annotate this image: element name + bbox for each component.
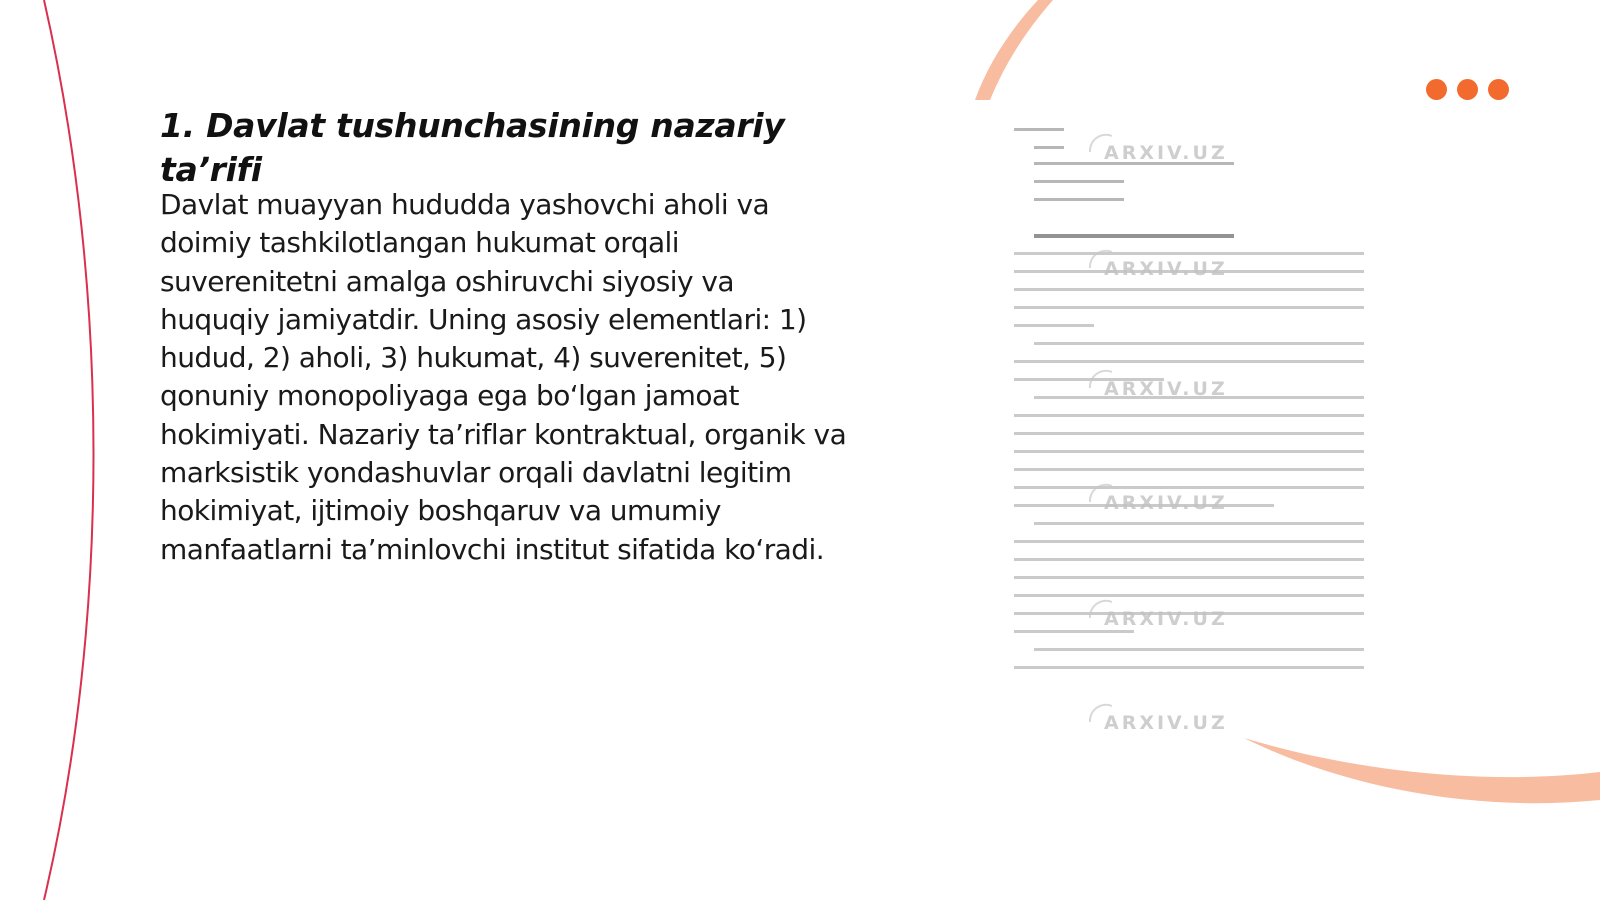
slide-body-text: Davlat muayyan hududda yashovchi aholi va doimiy tashkilotlangan hukumat orqali suverenitetni amalga oshiruvchi siyosiy va huquqiy jamiyatdir. Uning asosiy elementlari: 1) hudud, 2) aholi, 3) hukumat, 4) suverenitet, 5) qonuniy monopoliyaga ega bo‘lgan jamoat hokimiyati. Nazariy ta’riflar kontraktual, organik va marksistik yondashuvlar orqali davlatni legitim hokimiyat, ijtimoiy boshqaruv va umumiy manfaatlarni ta’minlovchi institut sifatida ko‘radi. bbox=[160, 188, 847, 566]
document-page-picture bbox=[1004, 118, 1376, 738]
dot-icon bbox=[1457, 79, 1478, 100]
dot-icon bbox=[1426, 79, 1447, 100]
more-dots-icon bbox=[1426, 79, 1509, 100]
slide-title: 1. Davlat tushunchasining nazariy ta’rifi bbox=[160, 106, 785, 189]
bottom-arc-accent bbox=[1244, 738, 1600, 803]
watermark-text: ARXIV.UZ bbox=[1104, 378, 1228, 400]
watermark-text: ARXIV.UZ bbox=[1104, 492, 1228, 514]
watermark-text: ARXIV.UZ bbox=[1104, 258, 1228, 280]
dot-icon bbox=[1488, 79, 1509, 100]
watermark-text: ARXIV.UZ bbox=[1104, 712, 1228, 734]
top-arc-accent bbox=[975, 0, 1053, 100]
watermark-text: ARXIV.UZ bbox=[1104, 608, 1228, 630]
left-curve-line bbox=[44, 0, 94, 900]
watermark-text: ARXIV.UZ bbox=[1104, 142, 1228, 164]
document-page-image bbox=[1004, 118, 1376, 738]
